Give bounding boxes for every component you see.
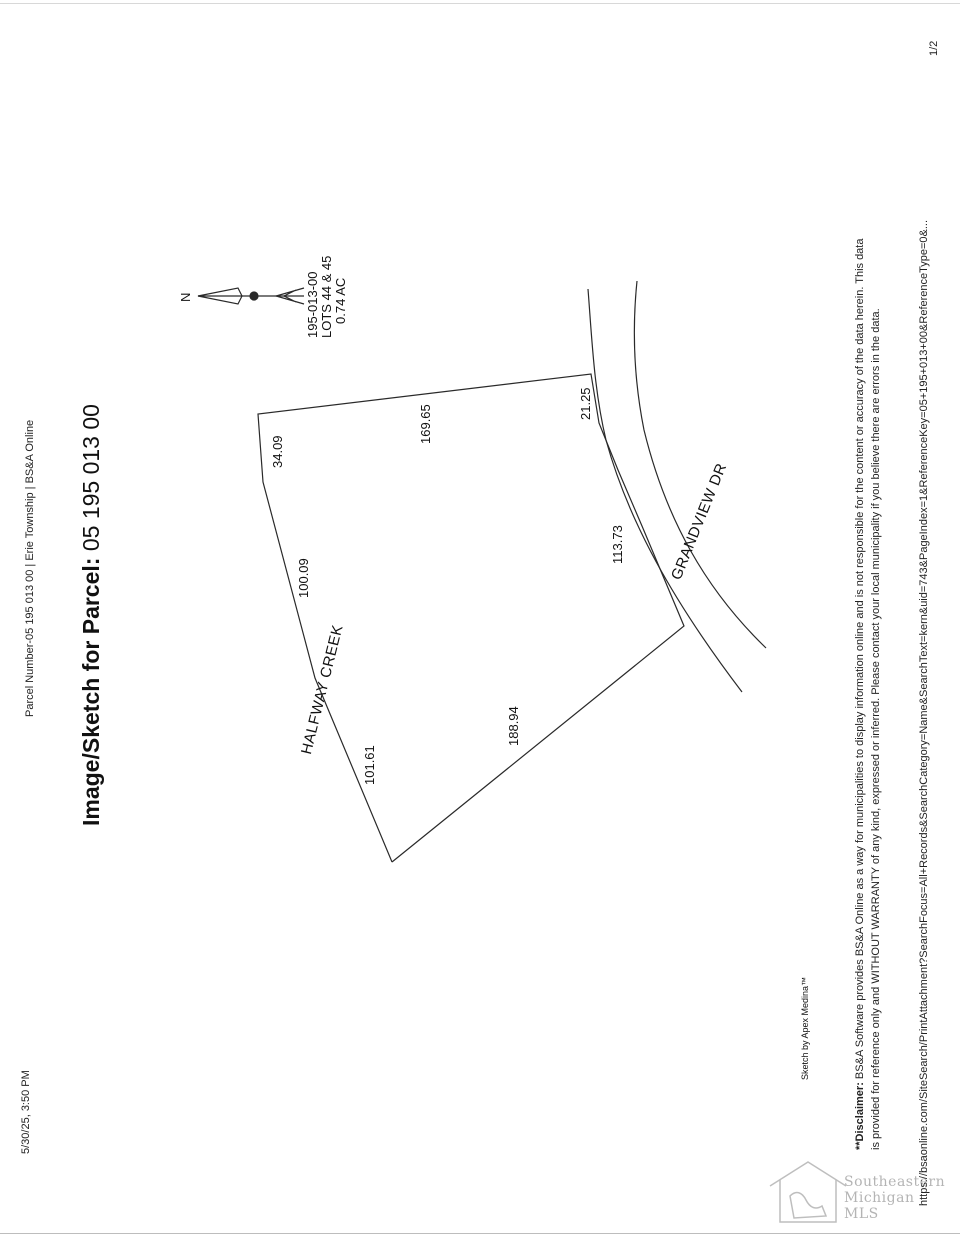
parcel-number: 05 195 013 00 — [78, 404, 104, 552]
dimension-label: 34.09 — [270, 435, 285, 468]
mls-line-2: Michigan — [844, 1190, 915, 1206]
disclaimer-text-1: BS&A Software provides BS&A Online as a way for municipalities to display information online and is not responsible for the content or accuracy of the data herein. This data — [854, 238, 866, 1080]
north-arrow-center — [250, 292, 258, 300]
page-number: 1/2 — [928, 40, 940, 56]
road-label: GRANDVIEW DR — [668, 460, 731, 583]
scan-edge-line — [0, 1233, 960, 1234]
mls-line-1: Southeastern — [844, 1174, 946, 1190]
creek-label: HALFWAY CREEK — [298, 623, 347, 757]
dimension-label: 101.61 — [362, 745, 377, 785]
parcel-boundary — [258, 374, 684, 862]
mls-watermark-text — [844, 1174, 945, 1222]
dimension-label: 188.94 — [506, 706, 521, 746]
parcel-info — [306, 256, 348, 338]
disclaimer-line-2: is provided for reference only and WITHOUT WARRANTY of any kind, expressed or inferred. Please contact your local municipality if you believe there are errors in the data. — [870, 308, 882, 1150]
disclaimer-line-1 — [852, 239, 868, 1150]
scan-edge-line — [0, 3, 960, 4]
disclaimer-label: **Disclaimer: — [854, 1082, 866, 1150]
source-url: https://bsaonline.com/SiteSearch/PrintAttachment?SearchFocus=All+Records&SearchCategory=Name&SearchText=kern&uid=743&PageIndex=1&ReferenceKey=05+195+013+00&ReferenceType=0&... — [918, 219, 930, 1206]
sketch-credit: Sketch by Apex Medina™ — [800, 976, 810, 1080]
disclaimer — [852, 239, 884, 1150]
dimension-label: 113.73 — [610, 525, 625, 564]
title-label: Image/Sketch for Parcel: — [78, 557, 104, 826]
dimension-label: 169.65 — [418, 404, 433, 444]
mls-watermark — [766, 1156, 946, 1228]
road-edge-inner — [634, 281, 766, 648]
dimension-label: 100.09 — [296, 558, 311, 598]
north-label: N — [178, 292, 193, 302]
parcel-id-text: 195-013-00 — [305, 271, 320, 338]
print-datetime: 5/30/25, 3:50 PM — [20, 1070, 32, 1154]
dimension-label: 21.25 — [578, 387, 593, 420]
document-header-title: Parcel Number-05 195 013 00 | Erie Township | BS&A Online — [24, 419, 36, 717]
mls-line-3: MLS — [844, 1206, 879, 1222]
house-logo-icon — [766, 1156, 846, 1228]
parcel-acreage-text: 0.74 AC — [333, 277, 348, 324]
parcel-lots-text: LOTS 44 & 45 — [319, 255, 334, 338]
